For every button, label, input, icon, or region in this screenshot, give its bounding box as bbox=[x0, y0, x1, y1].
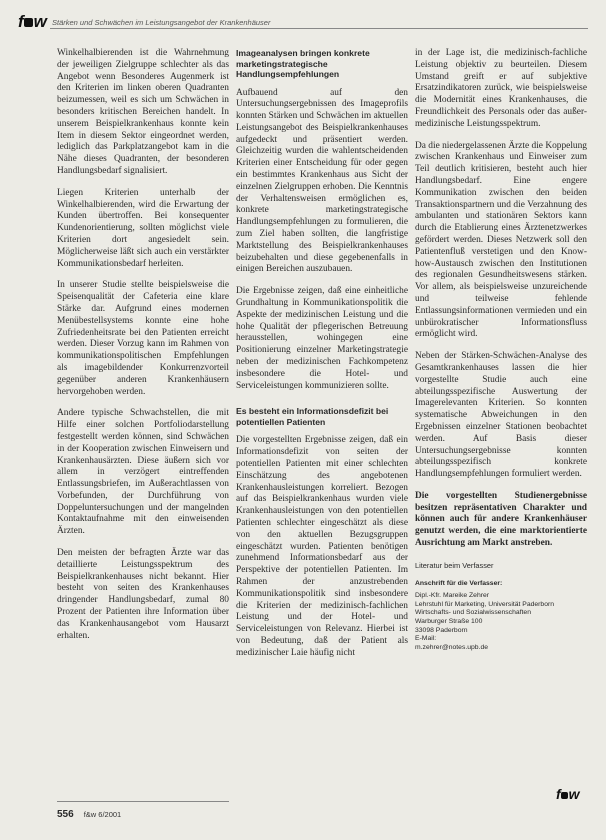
paragraph: In unserer Studie stellte beispielsweise die Speisenqualität der Cafeteria eine klare Stärke dar. Aufgrund eines modernen Menübestellsystems konnte eine hohe Zufriedenheitsrate bei den Patienten erreicht werden. Dieser Vorzug kann im Rahmen von kommunikationspolitischen Empfehlungen als imagebildender Konkurrenzvorteil gegenüber anderen Krankenhäusern hervorgehoben werden. bbox=[57, 280, 229, 397]
section-heading: Es besteht ein Informationsdefizit bei potentiellen Patienten bbox=[236, 406, 389, 427]
author-line: Warburger Straße 100 bbox=[415, 618, 483, 626]
page-footer bbox=[57, 804, 229, 818]
author-line: Wirtschafts- und Sozialwissenschaften bbox=[415, 609, 531, 617]
page-header bbox=[18, 14, 588, 32]
author-email: m.zehrer@notes.upb.de bbox=[415, 643, 489, 651]
paragraph: Neben der Stärken-Schwächen-Analyse des Gesamtkrankenhauses lassen die hier vorgestellte Studie auch eine abteilungsspezifische Auswertung der Imagerelevanten Kriterien. So konnten systematische Abweichungen in den Ergebnissen einzelner Stationen beobachtet werden. Auf Basis dieser Untersuchungsergebnisse konnten abteilungsspezifisch konkrete Handlungsempfehlungen formuliert werden. bbox=[415, 351, 587, 480]
paragraph: Die Ergebnisse zeigen, daß eine einheitliche Grundhaltung in Kommunikationspolitik die Aspekte der medizinischen Leistung und die hohe Qualität der pflegerischen Betreuung herausstellen, wohingegen eine Positionierung einzelner Marketingstrategie neben der medizinischen Fachkompetenz insbesondere die Hotel- und Serviceleistungen kommunizieren sollte. bbox=[236, 286, 408, 391]
section-heading: Imageanalysen bringen konkrete marketingstrategische Handlungsempfehlungen bbox=[236, 48, 370, 79]
author-line: 33098 Paderborn bbox=[415, 626, 468, 634]
paragraph: Winkelhalbierenden ist die Wahrnehmung der jeweiligen Zielgruppe schlechter als das Angebot wenn Besonderes Augenmerk ist den Kriterien im linken oberen Quadranten beizumessen, weil es sich um Schwächen in besonders kritischen Bereichen handelt. In unserem Beispielkrankenhaus konnte kein Item in diesem Sektor eingeordnet werden, lediglich das Parkplatzangebot kam in die Nähe dieses Quadranten, der besonderen Handlungsbedarf signalisiert. bbox=[57, 48, 229, 176]
author-address-label: Anschrift für die Verfasser: bbox=[415, 579, 503, 587]
paragraph: Liegen Kriterien unterhalb der Winkelhalbierenden, wird die Erwartung der Kunden übertroffen. Bei konsequenter Kundenorientierung, sollten möglichst viele Kriterien dort angesiedelt sein. Möglicherweise läßt sich auch ein verstärkter Kommunikationsbedarf herleiten. bbox=[57, 187, 229, 269]
issue-label: f&w 6/2001 bbox=[83, 810, 122, 819]
literature-note: Literatur beim Verfasser bbox=[415, 560, 494, 570]
column-2 bbox=[236, 48, 408, 670]
paragraph: Den meisten der befragten Ärzte war das detaillierte Leistungsspektrum des Beispielkrankenhauses nicht bekannt. Hier besteht von seiten des Krankenhauses dringender Handlungsbedarf, zumal 80 Prozent der Patienten ihre Information über das Krankenhausangebot vom Hausarzt erhalten. bbox=[57, 548, 229, 641]
column-1 bbox=[57, 48, 229, 652]
paragraph: Die vorgestellten Ergebnisse zeigen, daß ein Informationsdefizit von seiten der potentiellen Patienten mit einer schlechten Einschätzung des angebotenen Krankenhausleistungen korreliert. Bezogen auf das Beispielkrankenhaus wurden viele Krankenhausleistungen von den potentiellen Patienten schlechter eingeschätzt als diese von den aktuellen Bezugsgruppen eingeschätzt wurden. Patienten benötigen zunehmend Informationsbedarf aus der Perspektive der potentiellen Patienten. Im Rahmen der anzustrebenden Kommunikationspolitik sind insbesondere die Kriterien der medizinisch-fachlichen Leistung und der Hotel- und Serviceleistungen von Relevanz. Hierbei ist von Bedeutung, daß der Patient als medizinischer Laie häufig nicht bbox=[236, 435, 408, 658]
paragraph: in der Lage ist, die medizinisch-fachliche Leistung objektiv zu beurteilen. Diesem Umstand greift er auf subjektive Ersatzindikatoren zurück, wie beispielsweise die Modernität eines Krankenhauses, die Freundlichkeit des Personals oder das außer-medizinische Leistungsspektrum. bbox=[415, 48, 587, 129]
journal-logo: f w bbox=[18, 12, 46, 31]
header-divider bbox=[50, 28, 588, 29]
paragraph: Da die niedergelassenen Ärzte die Koppelung zwischen Krankenhaus und Einweiser zum Teil deutlich kritisieren, besteht auch hier Handlungsbedarf. Eine engere Kommunikation zwischen den beiden Transaktionspartnern und die Verzahnung des ambulanten und stationären Sektors kann durch die Etablierung eines Ärztenetzwerkes gefördert werden. Dieses Netzwerk soll den Patientenfluß verstetigen und den Know-how-Austausch zwischen den Institutionen des regionalen Gesundheitswesens stärken. Vor allem, als beispielsweise unzureichende und teilweise fehlende Entlassungsinformationen vermieden und ein unbürokratischer Informationsfluss ermöglicht wird. bbox=[415, 140, 587, 340]
footer-divider bbox=[57, 801, 229, 802]
paragraph: Andere typische Schwachstellen, die mit Hilfe einer solchen Portfoliodarstellung festgestellt werden können, sind Schwächen in der Kooperation zwischen Einweisern und Krankenhausärzten. Diese äußern sich vor allem in verzögert eintreffenden Entlassungsbriefen, im Außerachtlassen von Vorbefunden, der Durchführung von Doppeluntersuchungen und der mangelnden Kontaktaufnahme mit den einweisenden Ärzten. bbox=[57, 408, 229, 537]
column-3 bbox=[415, 48, 587, 652]
conclusion-paragraph: Die vorgestellten Studienergebnisse besitzen repräsentativen Charakter und können auch für andere Krankenhäuser genutzt werden, die eine marktorientierte Ausrichtung am Markt anstreben. bbox=[415, 490, 587, 549]
author-line: Dipl.-Kfr. Mareike Zehrer bbox=[415, 592, 490, 600]
running-title: Stärken und Schwächen im Leistungsangebot der Krankenhäuser bbox=[52, 18, 271, 27]
page-number: 556 bbox=[57, 809, 74, 820]
author-line: E-Mail: bbox=[415, 635, 437, 643]
author-address bbox=[415, 580, 587, 653]
author-line: Lehrstuhl für Marketing, Universität Paderborn bbox=[415, 600, 555, 608]
footer-logo: f w bbox=[556, 786, 579, 802]
paragraph: Aufbauend auf den Untersuchungsergebnissen des Imageprofils konnten Stärken und Schwächen im aktuellen Leistungsangebot des Beispielkrankenhauses aufgedeckt und präsentiert werden. Gleichzeitig wurden die wahlentscheidenden Kriterien einer Entscheidung für oder gegen ein bestimmtes Krankenhaus aus Sicht der einzelnen Zielgruppen erhoben. Die Kenntnis der Verhaltensweisen ermöglichen es, konkrete marketingstrategische Handlungsempfehlungen zu formulieren, die zum Ziel haben sollten, die langfristige Marktstellung des Beispielkrankenhauses beizubehalten und diese gegebenenfalls in einigen Bereichen auszubauen. bbox=[236, 87, 408, 275]
